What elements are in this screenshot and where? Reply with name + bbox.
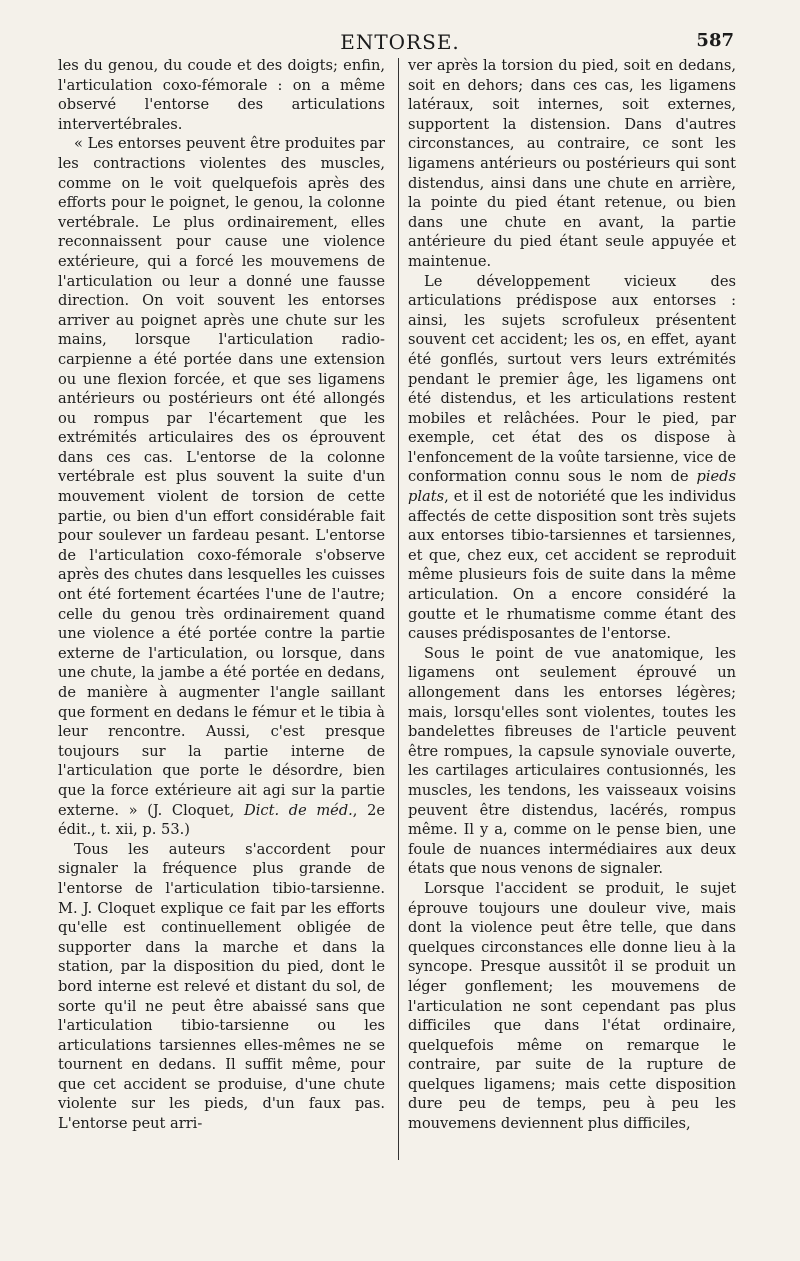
italic-text: Dict. de méd. [244,801,353,819]
left-column [58,56,385,1134]
paragraph [408,879,736,1134]
paragraph [58,56,385,134]
paragraph [408,272,736,644]
text-segment: Le développement vicieux des articulations prédispose aux entorses : ainsi, les sujets scrofuleux présentent souvent cet accident; les os, en effet, ayant été gonflés, surtout vers leurs extrémités pendant le premier âge, les ligamens ont été distendus, et les articulations restent mobiles et relâchées. Pour le pied, par exemple, cet état des os dispose à l'enfoncement de la voûte tarsienne, vice de conformation connu sous le nom de [408,272,736,486]
page-number: 587 [696,30,734,51]
text-segment: Lorsque l'accident se produit, le sujet éprouve toujours une douleur vive, mais dont la violence peut être telle, que dans quelques circonstances elle donne lieu à la syncope. Presque aussitôt il se produit un léger gonflement; les mouvemens de l'articulation ne sont cependant pas plus difficiles que dans l'état ordinaire, quelquefois même on remarque le contraire, par suite de la rupture de quelques ligamens; mais cette disposition dure peu de temps, peu à peu les mouvemens deviennent plus difficiles, [408,879,736,1133]
text-segment: , 2e édit., t. xii, p. 53.) [58,801,385,839]
page-title: ENTORSE. [340,30,460,54]
right-column [408,56,736,1134]
running-head [0,28,800,54]
text-segment: « Les entorses peuvent être produites par les contractions violentes des muscles, comme on le voit quelquefois après des efforts pour le poignet, le genou, la colonne vertébrale. Le plus ordinairement, elles reconnaissent pour cause une violence extérieure, qui a forcé les mouvemens de l'articulation ou leur a donné une fausse direction. On voit souvent les entorses arriver au poignet après une chute sur les mains, lorsque l'articulation radio-carpienne a été portée dans une extension ou une flexion forcée, et que ses ligamens antérieurs ou postérieurs ont été allongés ou rompus par l'écartement que les extrémités articulaires des os éprouvent dans ces cas. L'entorse de la colonne vertébrale est plus souvent la suite d'un mouvement violent de torsion de cette partie, ou bien d'un effort considérable fait pour soulever un fardeau pesant. L'entorse de l'articulation coxo-fémorale s'observe après des chutes dans lesquelles les cuisses ont été fortement écartées l'une de l'autre; celle du genou très ordinairement quand une violence a été portée contre la partie externe de l'articulation, ou lorsque, dans une chute, la jambe a été portée en dedans, de manière à augmenter l'angle saillant que forment en dedans le fémur et le tibia à leur rencontre. Aussi, c'est presque toujours sur la partie interne de l'articulation que porte le désordre, bien que la force extérieure ait agi sur la partie externe. » (J. Cloquet, [58,135,386,819]
text-segment: , et il est de notoriété que les individus affectés de cette disposition sont très sujets aux entorses tibio-tarsiennes et tarsiennes, et que, chez eux, cet accident se reproduit même plusieurs fois de suite dans la même articulation. On a encore considéré la goutte et le rhumatisme comme étant des causes prédisposantes de l'entorse. [408,488,736,643]
text-segment: les du genou, du coude et des doigts; enfin, l'articulation coxo-fémorale : on a même observé l'entorse des articulations intervertébrales. [58,57,385,133]
paragraph [58,840,385,1134]
column-divider [398,58,399,1160]
paragraph [58,134,385,839]
text-segment: ver après la torsion du pied, soit en dedans, soit en dehors; dans ces cas, les ligamens latéraux, soit internes, soit externes, supportent la distension. Dans d'autres circonstances, au contraire, ce sont les ligamens antérieurs ou postérieurs qui sont distendus, ainsi dans une chute en arrière, la pointe du pied étant retenue, ou bien dans une chute en avant, la partie antérieure du pied étant seule appuyée et maintenue. [408,57,736,270]
text-segment: Sous le point de vue anatomique, les ligamens ont seulement éprouvé un allongement dans les entorses légères; mais, lorsqu'elles sont violentes, toutes les bandelettes fibreuses de l'article peuvent être rompues, la capsule synoviale ouverte, les cartilages articulaires contusionnés, les muscles, les tendons, les vaisseaux voisins peuvent être distendus, lacérés, rompus même. Il y a, comme on le pense bien, une foule de nuances intermédiaires aux deux états que nous venons de signaler. [408,644,736,878]
italic-text: pieds plats [408,468,736,506]
paragraph [408,56,736,272]
text-segment: Tous les auteurs s'accordent pour signaler la fréquence plus grande de l'entorse de l'articulation tibio-tarsienne. M. J. Cloquet explique ce fait par les efforts qu'elle est continuellement obligée de supporter dans la marche et dans la station, par la disposition du pied, dont le bord interne est relevé et distant du sol, de sorte qu'il ne peut être abaissé sans que l'articulation tibio-tarsienne ou les articulations tarsiennes elles-mêmes ne se tournent en dedans. Il suffit même, pour que cet accident se produise, d'une chute violente sur les pieds, d'un faux pas. L'entorse peut arri- [58,840,385,1133]
paragraph [408,644,736,879]
